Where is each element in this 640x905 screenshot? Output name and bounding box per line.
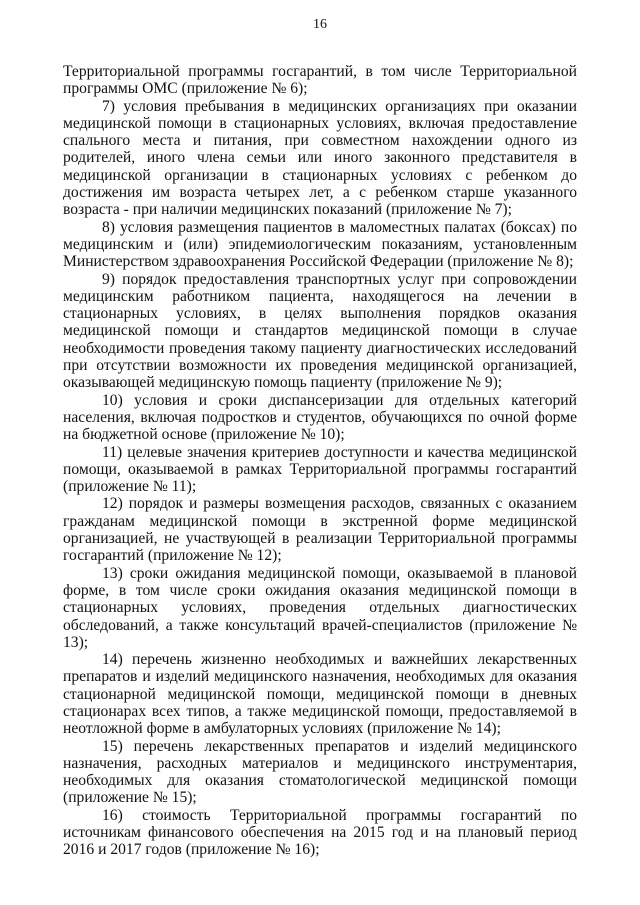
paragraph-item-9: 9) порядок предоставления транспортных услуг при сопровождении медицинским работником пациента, находящегося на лечении в стационарных условиях, в целях выполнения порядков оказания медицинской помощи и стандартов медицинской помощи в случае необходимости проведения такому пациенту диагностических исследований при отсутствии возможности их проведения медицинской организацией, оказывающей медицинскую помощь пациенту (приложение № 9); [63,270,577,392]
paragraph-item-16: 16) стоимость Территориальной программы госгарантий по источникам финансового обеспечения на 2015 год и на плановый период 2016 и 2017 годов (приложение № 16); [63,806,577,859]
paragraph-item-11: 11) целевые значения критериев доступности и качества медицинской помощи, оказываемой в рамках Территориальной программы госгарантий (приложение № 11); [63,443,577,496]
page-number: 16 [313,17,327,32]
paragraph-item-13: 13) сроки ожидания медицинской помощи, оказываемой в плановой форме, в том числе сроки ожидания оказания медицинской помощи в стационарных условиях, проведения отдельных диагностических обследований, а также консультаций врачей-специалистов (приложение № 13); [63,564,577,651]
paragraph-item-8: 8) условия размещения пациентов в маломестных палатах (боксах) по медицинским и (или) эпидемиологическим показаниям, установленным Министерством здравоохранения Российской Федерации (приложение № 8); [63,218,577,271]
paragraph-item-10: 10) условия и сроки диспансеризации для отдельных категорий населения, включая подростков и студентов, обучающихся по очной форме на бюджетной основе (приложение № 10); [63,391,577,444]
document-body [63,63,577,859]
paragraph-continuation: Территориальной программы госгарантий, в том числе Территориальной программы ОМС (приложение № 6); [63,63,577,98]
paragraph-item-14: 14) перечень жизненно необходимых и важнейших лекарственных препаратов и изделий медицинского назначения, необходимых для оказания стационарной медицинской помощи, медицинской помощи в дневных стационарах всех типов, а также медицинской помощи, предоставляемой в неотложной форме в амбулаторных условиях (приложение № 14); [63,651,577,738]
paragraph-item-7: 7) условия пребывания в медицинских организациях при оказании медицинской помощи в стационарных условиях, включая предоставление спального места и питания, при совместном нахождении одного из родителей, иного члена семьи или иного законного представителя в медицинской организации в стационарных условиях с ребенком до достижения им возраста четырех лет, а с ребенком старше указанного возраста - при наличии медицинских показаний (приложение № 7); [63,97,577,219]
paragraph-item-12: 12) порядок и размеры возмещения расходов, связанных с оказанием гражданам медицинской помощи в экстренной форме медицинской организацией, не участвующей в реализации Территориальной программы госгарантий (приложение № 12); [63,495,577,565]
paragraph-item-15: 15) перечень лекарственных препаратов и изделий медицинского назначения, расходных материалов и медицинского инструментария, необходимых для оказания стоматологической медицинской помощи (приложение № 15); [63,737,577,807]
